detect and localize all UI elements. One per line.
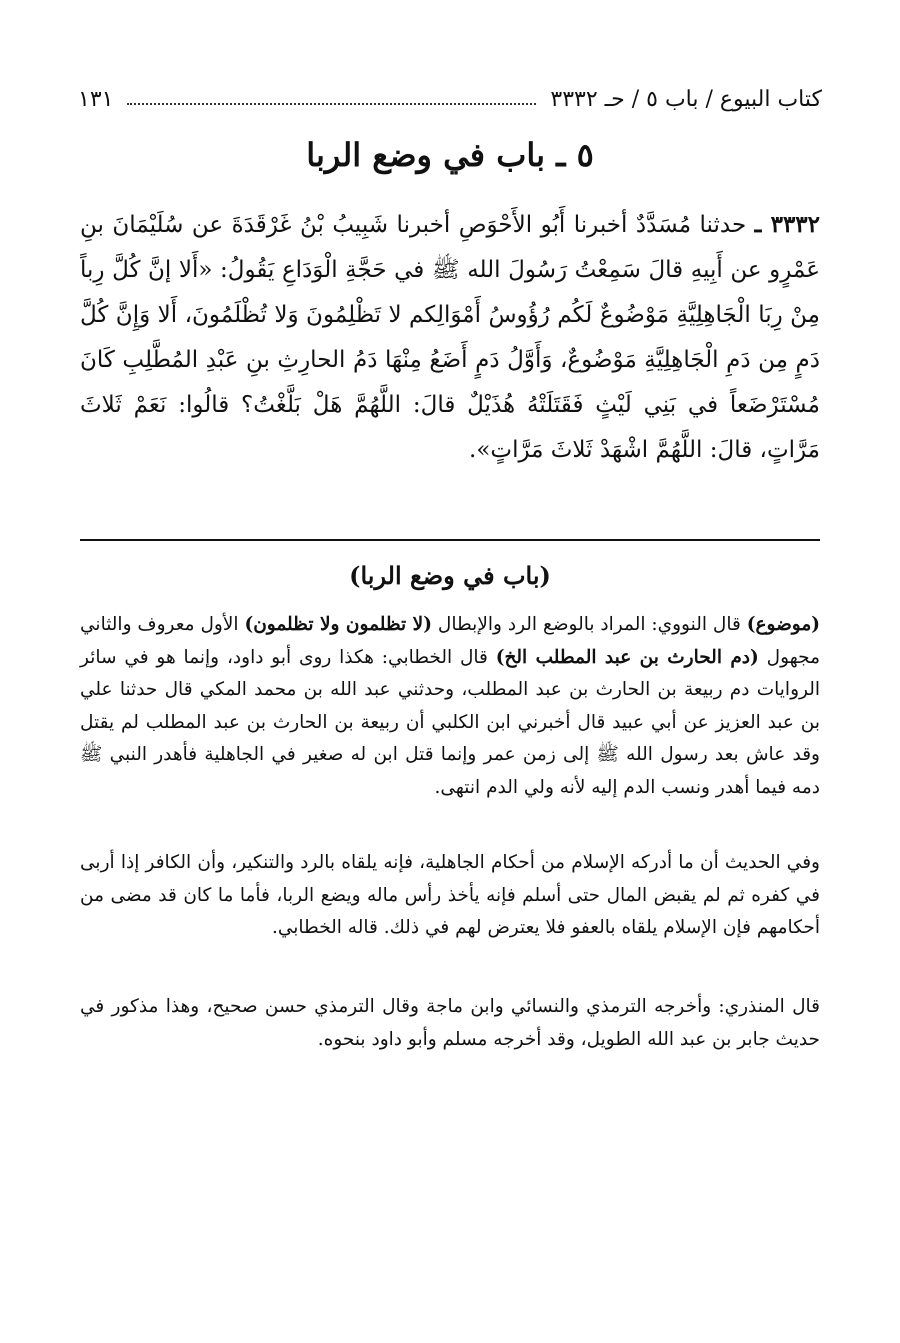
- commentary-text: الأول معروف والثاني مجهول: [80, 614, 821, 668]
- commentary-title: (باب في وضع الربا): [349, 561, 551, 590]
- commentary-text: قال الخطابي: هكذا روى أبو داود، وإنما هو في سائر الروايات دم ربيعة بن الحارث بن عبد المطلب، وحدثني عبد الله بن محمد المكي قال حدثنا علي بن عبد العزيز عن أبي عبيد قال أخبرني ابن الكلبي أن ربيعة بن الحارث بن عبد المطلب لم يقتل وقد عاش بعد رسول الله ﷺ إلى زمن عمر وإنما قتل ابن له صغير في الجاهلية فأهدر النبي ﷺ دمه فيما أهدر ونسب الدم إليه لأنه ولي الدم انتهى.: [80, 646, 820, 798]
- commentary-paragraph-1: [80, 609, 820, 804]
- commentary-paragraph-2: وفي الحديث أن ما أدركه الإسلام من أحكام الجاهلية، فإنه يلقاه بالرد والتنكير، وأن الكافر إذا أربى في كفره ثم لم يقبض المال حتى أسلم فإنه يأخذ رأس ماله ويضع الربا، فأما ما كان قد مضى من أحكامهم فإن الإسلام يلقاه بالعفو فلا يعترض لهم في ذلك. قاله الخطابي.: [80, 852, 820, 938]
- commentary-term: (موضوع): [746, 614, 820, 635]
- commentary-term: (دم الحارث بن عبد المطلب الخ): [495, 646, 759, 668]
- running-header: [78, 78, 822, 112]
- header-dot-leader: [127, 103, 536, 105]
- footnote-divider: [80, 539, 820, 541]
- commentary-term: (لا تظلمون ولا تظلمون): [244, 614, 432, 635]
- page-number: ١٣١: [78, 87, 114, 112]
- hadith-number: ٣٣٣٢ ـ: [754, 211, 821, 238]
- chapter-title: ٥ ـ باب في وضع الربا: [306, 136, 594, 174]
- hadith-text: حدثنا مُسَدَّدٌ أخبرنا أَبُو الأَحْوَصِ أخبرنا شَبِيبُ بْنُ غَرْقَدَةَ عن سُلَيْمَانَ بنِ عَمْرٍو عن أَبِيهِ قالَ سَمِعْتُ رَسُولَ الله ﷺ في حَجَّةِ الْوَدَاعِ يَقُولُ: «أَلا إنَّ كُلَّ رِباً مِنْ رِبَا الْجَاهِلِيَّةِ مَوْضُوعٌ لَكُم رُؤُوسُ أَمْوَالِكم لا تَظْلِمُونَ وَلا تُظْلَمُونَ، أَلا وَإِنَّ كُلَّ دَمٍ مِن دَمِ الْجَاهِلِيَّةِ مَوْضُوعٌ، وَأَوَّلُ دَمٍ أَضَعُ مِنْهَا دَمُ الحارِثِ بنِ عَبْدِ المُطَّلِبِ كَانَ مُسْتَرْضَعاً في بَنِي لَيْثٍ فَقَتَلَتْهُ هُذَيْلٌ قالَ: اللَّهُمَّ هَلْ بَلَّغْتُ؟ قالُوا: نَعَمْ ثَلاثَ مَرَّاتٍ، قالَ: اللَّهُمَّ اشْهَدْ ثَلاثَ مَرَّاتٍ».: [80, 212, 820, 463]
- commentary-paragraph-3: قال المنذري: وأخرجه الترمذي والنسائي وابن ماجة وقال الترمذي حسن صحيح، وهذا مذكور في حديث جابر بن عبد الله الطويل، وقد أخرجه مسلم وأبو داود بنحوه.: [80, 996, 820, 1050]
- commentary-text: قال النووي: المراد بالوضع الرد والإبطال: [432, 614, 747, 635]
- hadith-text-block: [80, 202, 820, 473]
- running-title: كتاب البيوع / باب ٥ / حـ ٣٣٣٢: [550, 87, 822, 112]
